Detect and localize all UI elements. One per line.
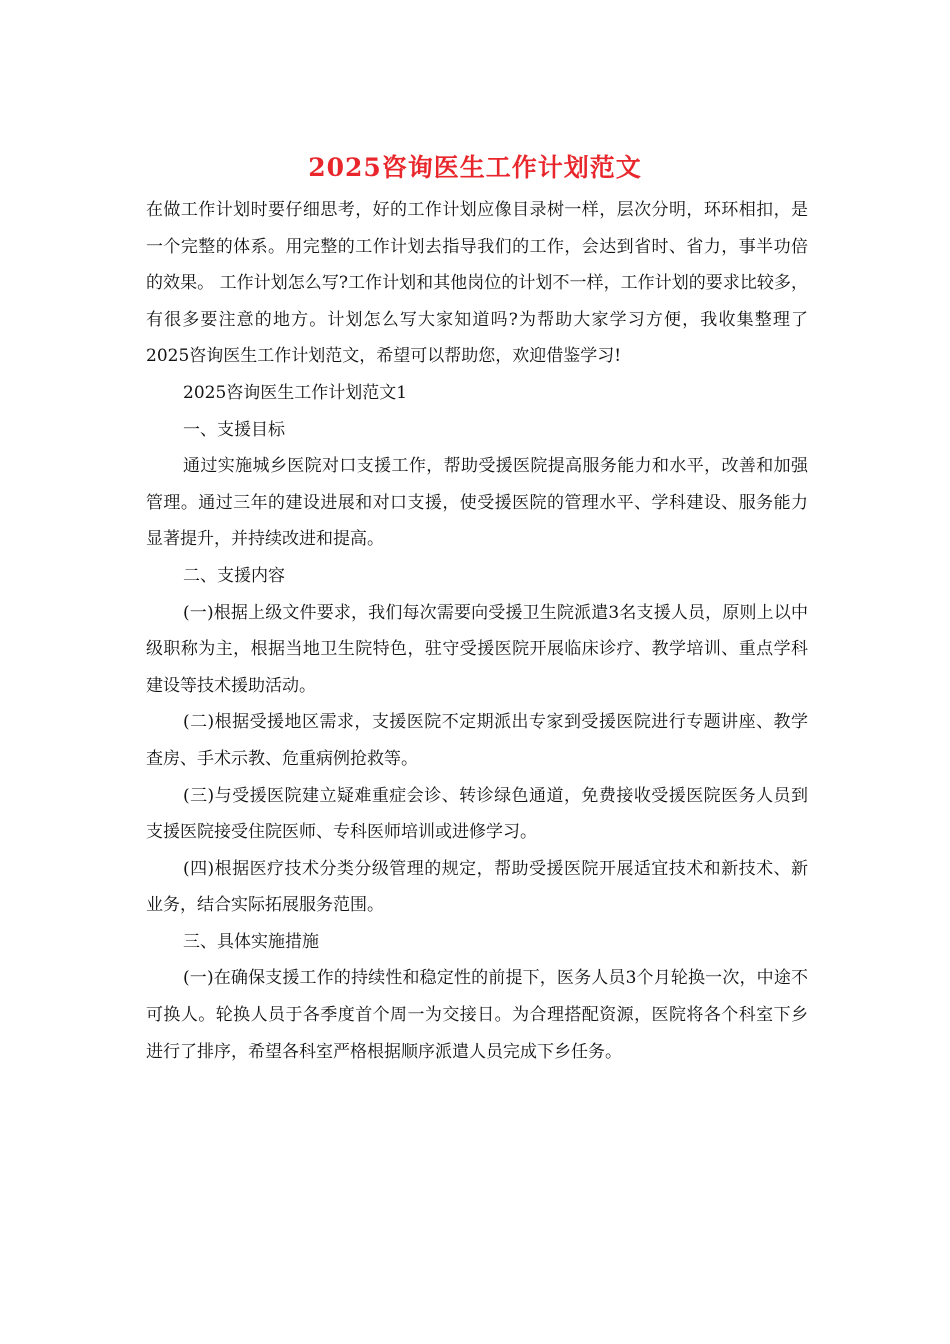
section-paragraph-support-goal: 通过实施城乡医院对口支援工作，帮助受援医院提高服务能力和水平，改善和加强管理。通过三年的建设进展和对口支援，使受援医院的管理水平、学科建设、服务能力显著提升，并持续改进和提高。: [146, 456, 808, 550]
section-heading-support-content: 二、支援内容: [183, 565, 285, 586]
section-heading-implementation: 三、具体实施措施: [183, 931, 319, 952]
support-content-item: (一)根据上级文件要求，我们每次需要向受援卫生院派遣3名支援人员，原则上以中级职称为主，根据当地卫生院特色，驻守受援医院开展临床诊疗、教学培训、重点学科建设等技术援助活动。: [146, 602, 808, 696]
document-title: 2025咨询医生工作计划范文: [308, 153, 642, 182]
intro-paragraph: 在做工作计划时要仔细思考，好的工作计划应像目录树一样，层次分明，环环相扣，是一个完整的体系。用完整的工作计划去指导我们的工作，会达到省时、省力，事半功倍的效果。 工作计划怎么写?工作计划和其他岗位的计划不一样，工作计划的要求比较多，有很多要注意的地方。计划怎么写大家知道吗?为帮助大家学习方便，我收集整理了2025咨询医生工作计划范文，希望可以帮助您，欢迎借鉴学习!: [146, 200, 808, 367]
section-heading-support-goal: 一、支援目标: [183, 419, 285, 440]
implementation-item: (一)在确保支援工作的持续性和稳定性的前提下，医务人员3个月轮换一次，中途不可换人。轮换人员于各季度首个周一为交接日。为合理搭配资源，医院将各个科室下乡进行了排序，希望各科室严格根据顺序派遣人员完成下乡任务。: [146, 968, 808, 1062]
support-content-item: (四)根据医疗技术分类分级管理的规定，帮助受援医院开展适宜技术和新技术、新业务，结合实际拓展服务范围。: [146, 858, 808, 916]
document-body: [146, 192, 808, 1070]
support-content-item: (二)根据受援地区需求，支援医院不定期派出专家到受援医院进行专题讲座、教学查房、手术示教、危重病例抢救等。: [146, 712, 808, 769]
support-content-item: (三)与受援医院建立疑难重症会诊、转诊绿色通道，免费接收受援医院医务人员到支援医院接受住院医师、专科医师培训或进修学习。: [146, 785, 808, 843]
document-subtitle: 2025咨询医生工作计划范文1: [183, 382, 408, 403]
